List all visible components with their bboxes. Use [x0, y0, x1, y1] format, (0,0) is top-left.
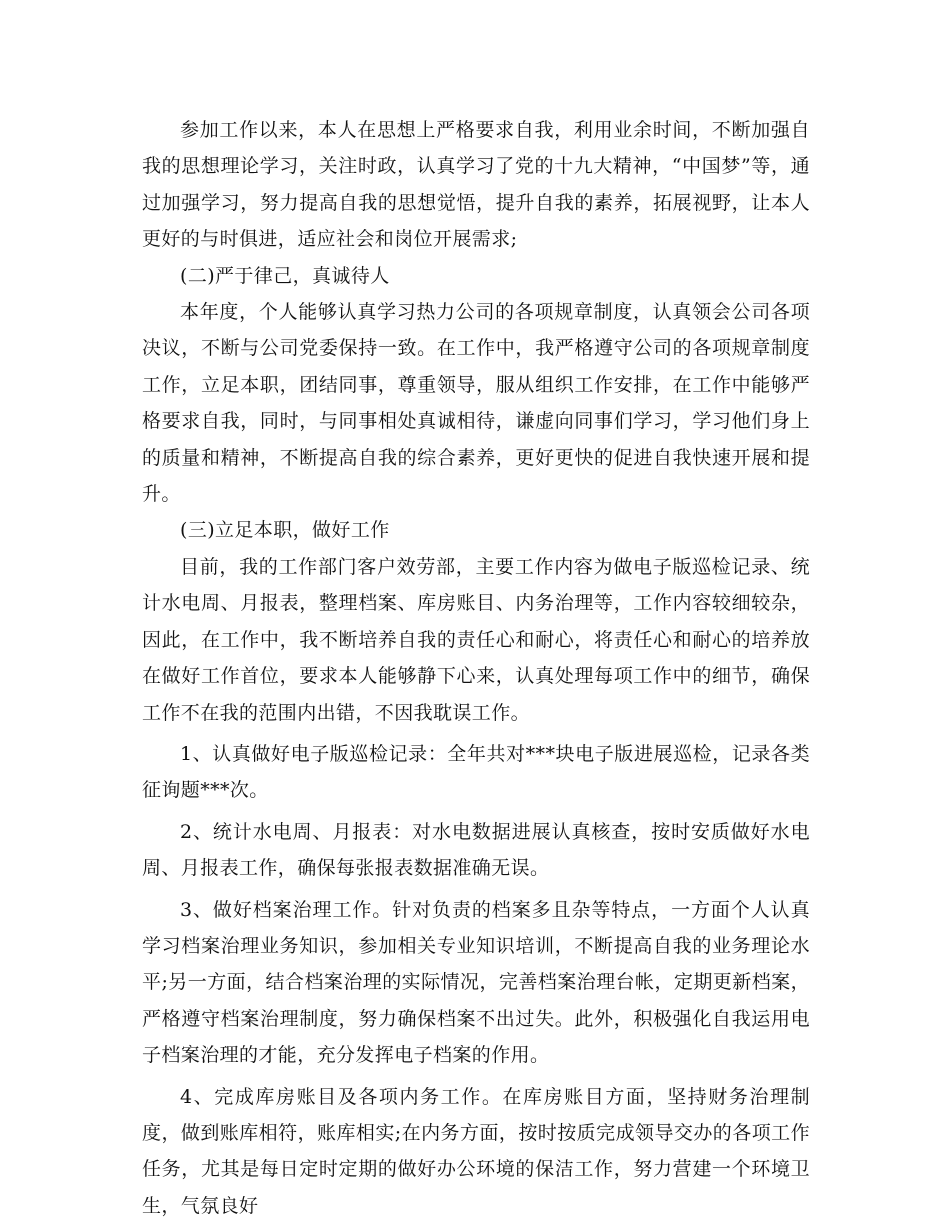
document-body: [142, 112, 810, 1229]
list-item-archive-management: 3、做好档案治理工作。针对负责的档案多且杂等特点，一方面个人认真学习档案治理业务知识，参加相关专业知识培训，不断提高自我的业务理论水平;另一方面，结合档案治理的实际情况，完善档案治理台帐，定期更新档案，严格遵守档案治理制度，努力确保档案不出过失。此外，积极强化自我运用电子档案治理的才能，充分发挥电子档案的作用。: [142, 898, 810, 1067]
paragraph-discipline: 本年度，个人能够认真学习热力公司的各项规章制度，认真领会公司各项决议，不断与公司党委保持一致。在工作中，我严格遵守公司的各项规章制度工作，立足本职，团结同事，尊重领导，服从组织工作安排，在工作中能够严格要求自我，同时，与同事相处真诚相待，谦虚向同事们学习，学习他们身上的质量和精神，不断提高自我的综合素养，更好更快的促进自我快速开展和提升。: [142, 301, 810, 506]
list-item-inspection-records: 1、认真做好电子版巡检记录：全年共对***块电子版进展巡检，记录各类征询题***次。: [142, 742, 810, 802]
section-heading-job-duties: (三)立足本职，做好工作: [180, 519, 390, 542]
paragraph-political-study: 参加工作以来，本人在思想上严格要求自我，利用业余时间，不断加强自我的思想理论学习，关注时政，认真学习了党的十九大精神，“中国梦”等，通过加强学习，努力提高自我的思想觉悟，提升自我的素养，拓展视野，让本人更好的与时俱进，适应社会和岗位开展需求;: [142, 119, 810, 251]
list-item-utility-reports: 2、统计水电周、月报表：对水电数据进展认真核查，按时安质做好水电周、月报表工作，确保每张报表数据准确无误。: [142, 820, 810, 880]
section-heading-discipline: (二)严于律己，真诚待人: [180, 264, 390, 287]
paragraph-job-duties: 目前，我的工作部门客户效劳部，主要工作内容为做电子版巡检记录、统计水电周、月报表，整理档案、库房账目、内务治理等，工作内容较细较杂，因此，在工作中，我不断培养自我的责任心和耐心，将责任心和耐心的培养放在做好工作首位，要求本人能够静下心来，认真处理每项工作中的细节，确保工作不在我的范围内出错，不因我耽误工作。: [142, 555, 810, 724]
list-item-warehouse-accounts: 4、完成库房账目及各项内务工作。在库房账目方面，坚持财务治理制度，做到账库相符，账库相实;在内务方面，按时按质完成领导交办的各项工作任务，尤其是每日定时定期的做好办公环境的保洁工作，努力营建一个环境卫生，气氛良好: [142, 1085, 810, 1217]
